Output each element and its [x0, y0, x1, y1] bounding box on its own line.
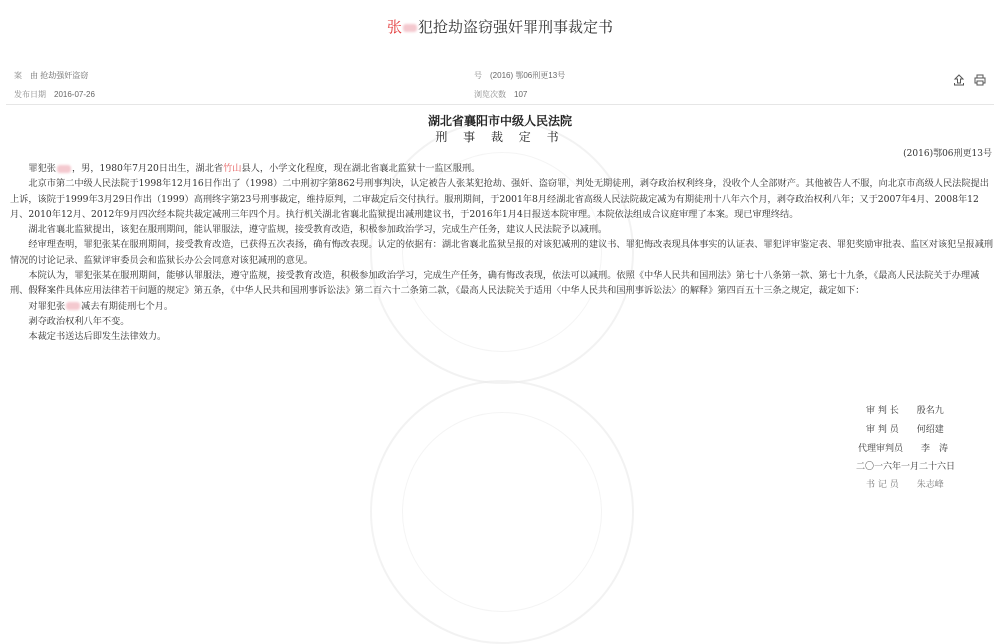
redaction-mark [403, 24, 417, 32]
share-icon[interactable] [952, 73, 965, 86]
paragraph-history: 北京市第二中级人民法院于1998年12月16日作出了（1998）二中刑初字第862号刑事判决，认定被告人张某犯抢劫、强奸、盗窃罪，判处无期徒刑，剥夺政治权利终身，没收个人全部财产。其他被告人不服，向北京市高级人民法院提出上诉，该院于1999年3月29日作出（1999）高刑终字第23号刑事裁定，维持原判，二审裁定后交付执行。服刑期间，于2001年8月经湖北省高级人民法院裁定减为有期徒刑十八年六个月，剥夺政治权利八年；又于2007年4月、2008年12月、2010年12月、2012年9月四次经本院共裁定减刑三年四个月。执行机关湖北省襄北监狱提出减刑建议书，于2016年1月4日报送本院审理。本院依法组成合议庭审理了本案。现已审理终结。 [10, 178, 989, 220]
redaction-mark [66, 302, 80, 310]
paragraph-ruling: 对罪犯张 减去有期徒刑七个月。 [28, 300, 174, 312]
meta-views: 浏览次数 107 [474, 90, 528, 99]
document-type: 刑 事 裁 定 书 [435, 130, 565, 144]
court-name: 湖北省襄阳市中级人民法院 [427, 114, 572, 128]
signature-judge: 审 判 员 何绍建 [866, 425, 944, 435]
case-number: (2016)鄂06刑更13号 [903, 149, 992, 159]
redaction-mark [57, 165, 71, 173]
title-surname: 张 [386, 18, 402, 36]
meta-publish-date: 发布日期 2016-07-26 [14, 90, 95, 99]
print-icon[interactable] [973, 73, 986, 86]
page-title [0, 16, 1000, 37]
emblem-watermark [370, 380, 634, 644]
meta-case-number: 号 (2016) 鄂06刑更13号 [474, 71, 566, 80]
document-body [10, 161, 994, 345]
divider [6, 104, 994, 105]
paragraph-effect: 本裁定书送达后即发生法律效力。 [28, 331, 167, 343]
signature-presiding-judge: 审 判 长 殷名九 [866, 406, 944, 416]
paragraph-findings: 经审理查明，罪犯张某在服刑期间，接受教育改造，已获得五次表扬，确有悔改表现。认定的依据有：湖北省襄北监狱呈报的对该犯减刑的建议书、罪犯悔改表现具体事实的认证表、罪犯评审鉴定表、罪犯奖励审批表、监区对该犯呈报减刑情况的讨论记录、监狱评审委员会和监狱长办公会同意对该犯减刑的意见。 [10, 239, 994, 266]
paragraph-proposal: 湖北省襄北监狱提出，该犯在服刑期间，能认罪服法，遵守监规，接受教育改造，积极参加政治学习，完成生产任务，建议人民法院予以减刑。 [28, 224, 608, 236]
paragraph-rights: 剥夺政治权利八年不变。 [28, 315, 130, 327]
title-text: 犯抢劫盗窃强奸罪刑事裁定书 [418, 18, 614, 36]
signature-clerk: 书 记 员 朱志峰 [866, 480, 944, 490]
paragraph-reasoning: 本院认为，罪犯张某在服刑期间，能够认罪服法，遵守监规，接受教育改造，积极参加政治学习，完成生产任务，确有悔改表现，依法可以减刑。依照《中华人民共和国刑法》第七十八条第一款、第七十九条，《最高人民法院关于办理减刑、假释案件具体应用法律若干问题的规定》第五条，《中华人民共和国刑事诉讼法》第二百六十二条第二款，《最高人民法院关于适用〈中华人民共和国刑事诉讼法〉的解释》第四百五十三条之规定，裁定如下： [10, 270, 980, 297]
toolbar [952, 73, 986, 86]
signature-acting-judge: 代理审判员 李 涛 [858, 444, 949, 454]
signature-date: 二〇一六年一月二十六日 [856, 462, 956, 472]
meta-category: 案 由 抢劫强奸盗窃 [14, 71, 89, 80]
paragraph-defendant: 罪犯张 ，男，1980年7月20日出生，湖北省竹山县人，小学文化程度，现在湖北省襄北监狱十一监区服刑。 [28, 163, 481, 174]
